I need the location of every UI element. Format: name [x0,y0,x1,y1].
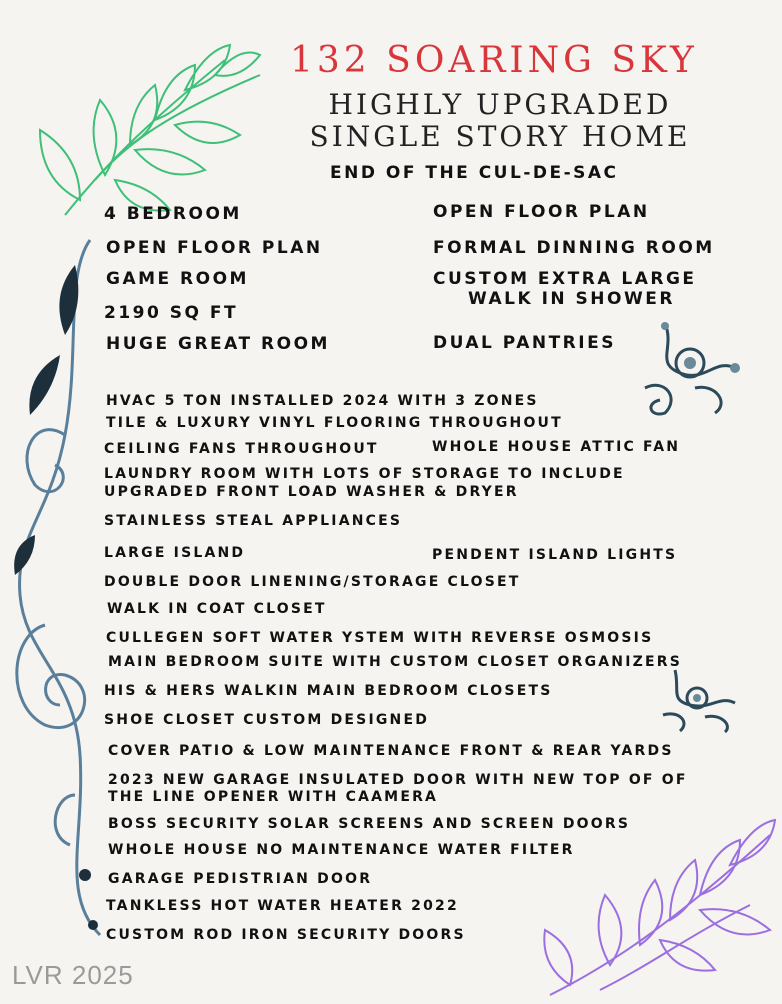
subtitle-line-1: HIGHLY UPGRADED [328,88,672,121]
upgrade-item: WHOLE HOUSE NO MAINTENANCE WATER FILTER [108,842,575,858]
location-note: END OF THE CUL-DE-SAC [330,163,619,183]
upgrade-item: COVER PATIO & LOW MAINTENANCE FRONT & REAR YARDS [108,743,674,759]
green-leaves-decoration [35,35,270,220]
upgrade-item: WALK IN COAT CLOSET [107,601,327,617]
ornate-flourish-ornament [635,318,745,420]
feature-left-4: 2190 SQ FT [104,303,239,323]
purple-leaves-decoration [540,815,780,1000]
feature-left-1: 4 BEDROOM [104,204,242,224]
property-address-title: 132 SOARING SKY [290,40,698,81]
upgrade-item: HIS & HERS WALKIN MAIN BEDROOM CLOSETS [104,683,553,699]
feature-left-3: GAME ROOM [106,269,249,289]
upgrade-item: CUSTOM ROD IRON SECURITY DOORS [106,927,466,943]
upgrade-item: MAIN BEDROOM SUITE WITH CUSTOM CLOSET ORGANIZERS [108,654,683,670]
feature-left-2: OPEN FLOOR PLAN [106,238,323,258]
upgrade-item: TILE & LUXURY VINYL FLOORING THROUGHOUT [106,415,563,431]
feature-right-2: FORMAL DINNING ROOM [433,238,715,258]
upgrade-item: 2023 NEW GARAGE INSULATED DOOR WITH NEW TOP OF OF [108,772,688,788]
ornate-flourish-ornament-small [655,665,745,735]
upgrade-item: PENDENT ISLAND LIGHTS [432,547,678,563]
feature-right-4: WALK IN SHOWER [468,289,675,309]
upgrade-item: GARAGE PEDISTRIAN DOOR [108,871,373,887]
feature-right-3: CUSTOM EXTRA LARGE [433,269,697,289]
upgrade-item: SHOE CLOSET CUSTOM DESIGNED [104,712,430,728]
upgrade-item: LARGE ISLAND [104,545,246,561]
feature-right-1: OPEN FLOOR PLAN [433,202,650,222]
upgrade-item: LAUNDRY ROOM WITH LOTS OF STORAGE TO INCLUDE [104,466,625,482]
upgrade-item: TANKLESS HOT WATER HEATER 2022 [106,898,459,914]
feature-left-5: HUGE GREAT ROOM [106,334,330,354]
upgrade-item: HVAC 5 TON INSTALLED 2024 WITH 3 ZONES [106,393,539,409]
upgrade-item: STAINLESS STEAL APPLIANCES [104,513,403,529]
upgrade-item: BOSS SECURITY SOLAR SCREENS AND SCREEN DOORS [108,816,631,832]
upgrade-item: CEILING FANS THROUGHOUT [104,441,379,457]
feature-right-5: DUAL PANTRIES [433,333,616,353]
left-scroll-ornament [5,235,115,945]
upgrade-item: UPGRADED FRONT LOAD WASHER & DRYER [104,484,519,500]
watermark: LVR 2025 [12,960,134,990]
upgrade-item: CULLEGEN SOFT WATER YSTEM WITH REVERSE OSMOSIS [106,630,654,646]
upgrade-item: WHOLE HOUSE ATTIC FAN [432,439,681,455]
subtitle-line-2: SINGLE STORY HOME [309,120,691,153]
upgrade-item: THE LINE OPENER WITH CAAMERA [108,789,439,805]
upgrade-item: DOUBLE DOOR LINENING/STORAGE CLOSET [104,574,521,590]
